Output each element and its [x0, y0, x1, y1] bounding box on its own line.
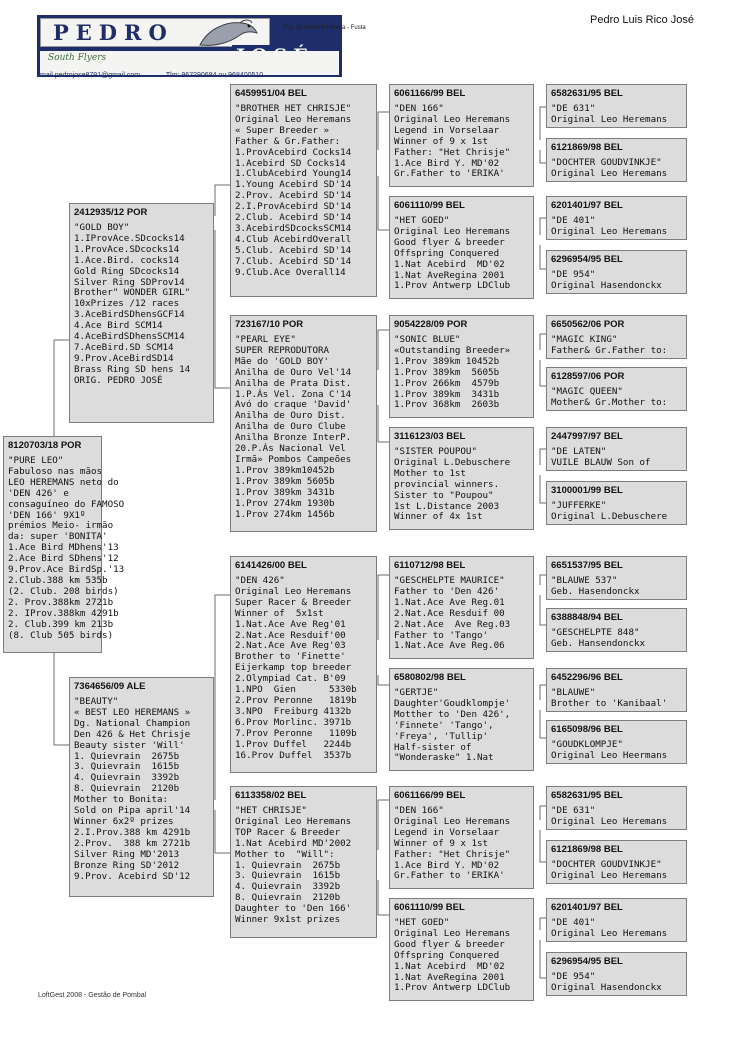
- pedigree-note-line: Super Racer & Breeder: [235, 596, 352, 608]
- pedigree-note-line: Winner of 5x1st: [235, 607, 324, 619]
- pedigree-note-line: 'DEN 426' e: [8, 487, 69, 499]
- pedigree-note-line: 20.P.Ás Nacional Vel: [235, 443, 346, 455]
- pedigree-note-line: Original L.Debuschere: [394, 456, 511, 468]
- pigeon-name: "DE 954": [551, 971, 596, 982]
- pedigree-note-line: 3. Quievrain 1615b: [74, 761, 180, 773]
- pedigree-note-line: 1.Ace.Bird. cocks14: [74, 254, 180, 266]
- pedigree-note-line: Original Leo Heremans: [394, 113, 511, 125]
- ancestor-box: [546, 196, 687, 240]
- ancestor-box: [546, 250, 687, 294]
- pedigree-note-line: 1.P.Ás Vel. Zona C'14: [235, 388, 352, 400]
- pedigree-note-line: Silver Ring MD'2013: [74, 848, 180, 860]
- pedigree-note-line: Den 426 & Het Chrisje: [74, 728, 191, 740]
- logo-phone: Tlm: 967290684 ou 968400510: [165, 72, 264, 79]
- pedigree-note-line: Beauty sister 'Will': [74, 739, 185, 751]
- ring-number: 6582631/95 BEL: [551, 790, 623, 801]
- ring-number: 6201401/97 BEL: [551, 902, 623, 913]
- pedigree-note-line: 1.ProvAcebird Cocks14: [235, 146, 352, 158]
- pedigree-note-line: 2.Club. Acebird SD'14: [235, 212, 352, 224]
- pedigree-note-line: 4.Club AcebirdOverall: [235, 233, 352, 245]
- ancestor-box: [546, 952, 687, 996]
- pedigree-note-line: 7.Prov Peronne 1109b: [235, 727, 357, 739]
- pedigree-note-line: Original Leo Heremans: [551, 869, 668, 881]
- pigeon-name: "DOCHTER GOUDVINKJE": [551, 157, 662, 168]
- pedigree-note-line: Mother& Gr.Mother to:: [551, 396, 668, 408]
- ring-number: 6582631/95 BEL: [551, 88, 623, 99]
- ring-number: 6061166/99 BEL: [394, 88, 466, 99]
- pedigree-note-line: « BEST LEO HEREMANS »: [74, 706, 191, 718]
- logo-address: Rua da Ponte Pequena - Fusta: [283, 25, 366, 31]
- pedigree-note-line: 1.Prov 389km 3431b: [235, 486, 335, 498]
- pedigree-note-line: Geb. Hasendonckx: [551, 585, 640, 597]
- pedigree-note-line: Avó do craque 'David': [235, 399, 352, 411]
- pedigree-note-line: Daughter'Goudklompje': [394, 697, 511, 709]
- pedigree-note-line: 2.Nat.Ace Resduif 00: [394, 607, 505, 619]
- pigeon-name: "MAGIC KING": [551, 334, 618, 345]
- pedigree-note-line: 2. Prov.388km 2721b: [8, 596, 114, 608]
- pedigree-note-line: «Outstanding Breeder»: [394, 344, 511, 356]
- pedigree-note-line: 8. Quievrain 2120b: [74, 783, 180, 795]
- pedigree-note-line: Original Leo Heremans: [235, 585, 352, 597]
- dam-dam-box: [230, 786, 377, 938]
- pedigree-note-line: 1.Prov 389km 3431b: [394, 388, 500, 400]
- ring-number: 2412935/12 POR: [74, 207, 148, 218]
- pedigree-note-line: Anilha de Ouro Dist.: [235, 410, 346, 422]
- pedigree-note-line: 2.Nat.Ace Ave Reg.03: [394, 618, 511, 630]
- ring-number: 6121869/98 BEL: [551, 142, 623, 153]
- pedigree-note-line: VUILE BLAUW Son of: [551, 456, 651, 468]
- pedigree-note-line: Anilha de Prata Dist.: [235, 377, 352, 389]
- pedigree-note-line: (8. Club 505 birds): [8, 629, 114, 641]
- ring-number: 6113358/02 BEL: [235, 790, 307, 801]
- sire-dam-box: [230, 315, 377, 532]
- pedigree-note-line: 1.Ace Bird Y. MD'02: [394, 157, 500, 169]
- ancestor-box: [546, 840, 687, 884]
- ancestor-box: [389, 196, 534, 299]
- pedigree-note-line: Sold on Pipa april'14: [74, 805, 191, 817]
- pedigree-note-line: 1.Ace Bird MDhens'13: [8, 542, 119, 554]
- pedigree-note-line: Mother to 1st: [394, 467, 466, 479]
- ancestor-box: [389, 786, 534, 889]
- ancestor-box: [546, 315, 687, 359]
- pigeon-name: "HET GOED": [394, 215, 450, 226]
- pedigree-note-line: 2.Nat.Ace Resduif'00: [235, 629, 346, 641]
- pedigree-note-line: 2.I.ProvAcebird SD'14: [235, 201, 352, 213]
- pedigree-note-line: Father& Gr.Father to:: [551, 344, 668, 356]
- pedigree-note-line: Brother to 'Kanibaal': [551, 697, 668, 709]
- pedigree-note-line: Winner 6x2º prizes: [74, 815, 174, 827]
- pigeon-name: "MAGIC QUEEN": [551, 386, 623, 397]
- pedigree-note-line: Father: "Het Chrisje": [394, 848, 511, 860]
- pedigree-note-line: 2.Club.388 km 535b: [8, 574, 108, 586]
- pedigree-note-line: 9.Prov.Ace BirdSp.'13: [8, 564, 125, 576]
- pedigree-note-line: Winner of 4x 1st: [394, 511, 483, 523]
- pigeon-name: "GOUDKLOMPJE": [551, 739, 623, 750]
- pigeon-name: "DE 954": [551, 269, 596, 280]
- ring-number: 6165098/96 BEL: [551, 724, 623, 735]
- pedigree-note-line: 1.ProvAce.SDcocks14: [74, 243, 180, 255]
- pedigree-note-line: « Super Breeder »: [235, 124, 330, 136]
- pigeon-name: "BROTHER HET CHRISJE": [235, 103, 352, 114]
- pedigree-note-line: Geb. Hansendonckx: [551, 637, 646, 649]
- logo-word-pedro: PEDRO: [53, 20, 174, 45]
- pedigree-note-line: Anilha Bronze InterP.: [235, 432, 352, 444]
- pedigree-note-line: Original Leo Heremans: [235, 815, 352, 827]
- ancestor-box: [546, 367, 687, 411]
- pigeon-name: "PURE LEO": [8, 455, 64, 466]
- pedigree-note-line: 1.Prov 389km 5605b: [235, 475, 335, 487]
- pedigree-note-line: Dg. National Champion: [74, 717, 191, 729]
- pedigree-note-line: 1.Prov 389km 5605b: [394, 366, 500, 378]
- pedigree-note-line: 1.Prov Antwerp LDClub: [394, 982, 511, 994]
- pedigree-note-line: 2.Nat.Ace Ave Reg'03: [235, 640, 346, 652]
- ring-number: 6296954/95 BEL: [551, 956, 623, 967]
- ring-number: 6296954/95 BEL: [551, 254, 623, 265]
- pedigree-note-line: 8. Quievrain 2120b: [235, 892, 341, 904]
- pigeon-name: "SISTER POUPOU": [394, 446, 477, 457]
- pedigree-note-line: 2.Ace Bird SDhens'12: [8, 553, 119, 565]
- dam-sire-box: [230, 556, 377, 773]
- ancestor-box: [546, 668, 687, 712]
- ring-number: 6141426/00 BEL: [235, 560, 307, 571]
- ring-number: 6388848/94 BEL: [551, 612, 623, 623]
- pedigree-note-line: 1.Nat Acebird MD'02: [394, 960, 505, 972]
- ring-number: 7364656/09 ALE: [74, 681, 146, 692]
- pigeon-name: "DEN 166": [394, 805, 444, 816]
- pigeon-name: "HET GOED": [394, 917, 450, 928]
- pedigree-note-line: Anilha de Ouro Clube: [235, 421, 346, 433]
- pedigree-note-line: 1st L.Distance 2003: [394, 500, 500, 512]
- pigeon-name: "DE 631": [551, 805, 596, 816]
- pigeon-name: "DEN 426": [235, 575, 285, 586]
- pedigree-note-line: Original Hasendonckx: [551, 981, 662, 993]
- pigeon-name: "SONIC BLUE": [394, 334, 461, 345]
- logo-tagline: South Flyers: [48, 53, 107, 63]
- pedigree-note-line: 1.Young Acebird SD'14: [235, 179, 352, 191]
- pedigree-note-line: Original Leo Heremans: [394, 225, 511, 237]
- pedigree-note-line: Original Leo Heremans: [551, 113, 668, 125]
- ring-number: 723167/10 POR: [235, 319, 304, 330]
- pedigree-note-line: 2.I.Prov.388 km 4291b: [74, 826, 191, 838]
- ring-number: 6201401/97 BEL: [551, 200, 623, 211]
- pedigree-note-line: 3.AceBirdSDhensGCF14: [74, 309, 185, 321]
- pedigree-note-line: 1.Nat AveRegina 2001: [394, 269, 505, 281]
- ring-number: 6121869/98 BEL: [551, 844, 623, 855]
- owner-name: Pedro Luis Rico José: [590, 14, 694, 26]
- pedigree-note-line: 5.Club. Acebird SD'14: [235, 244, 352, 256]
- pigeon-name: "BLAUWE 537": [551, 575, 618, 586]
- logo-email: mail.pedrojose8791@gmail.com: [40, 72, 141, 79]
- ring-number: 2447997/97 BEL: [551, 431, 623, 442]
- ancestor-box: [546, 427, 687, 471]
- ancestor-box: [546, 608, 687, 652]
- pedigree-note-line: Winner of 9 x 1st: [394, 135, 489, 147]
- pedigree-note-line: Eijerkamp top breeder: [235, 662, 352, 674]
- ancestor-box: [546, 138, 687, 182]
- pedigree-note-line: 3.AcebirdSDcocksSCM14: [235, 222, 352, 234]
- pigeon-name: "DE 631": [551, 103, 596, 114]
- pigeon-name: "DEN 166": [394, 103, 444, 114]
- pedigree-note-line: Motther to 'Den 426',: [394, 708, 511, 720]
- pedigree-note-line: Original Hasendonckx: [551, 279, 662, 291]
- pedigree-note-line: 2.Prov. 388 km 2721b: [74, 837, 191, 849]
- pedigree-note-line: 'Freya', 'Tullip': [394, 730, 489, 742]
- pedigree-note-line: provincial winners.: [394, 478, 500, 490]
- pedigree-note-line: Winner of 9 x 1st: [394, 837, 489, 849]
- pedigree-note-line: Original Leo Heermans: [551, 749, 668, 761]
- pedigree-note-line: 1.Prov Duffel 2244b: [235, 738, 352, 750]
- pedigree-note-line: 4. Quievrain 3392b: [74, 772, 180, 784]
- pedigree-note-line: Father to 'Tango': [394, 629, 489, 641]
- ancestor-box: [389, 84, 534, 187]
- pedigree-note-line: consaguíneo do FAMOSO: [8, 498, 125, 510]
- ring-number: 3100001/99 BEL: [551, 485, 623, 496]
- pedigree-note-line: Original Leo Heremans: [394, 815, 511, 827]
- pedigree-note-line: SUPER REPRODUTORA: [235, 344, 330, 356]
- pedigree-note-line: Good flyer & breeder: [394, 938, 505, 950]
- pedigree-note-line: 3.NPO Freiburg 4132b: [235, 705, 352, 717]
- ring-number: 6459951/04 BEL: [235, 88, 307, 99]
- pedigree-note-line: Offspring Conquered: [394, 949, 500, 961]
- ring-number: 6651537/95 BEL: [551, 560, 623, 571]
- ring-number: 6580802/98 BEL: [394, 672, 466, 683]
- ring-number: 3116123/03 BEL: [394, 431, 466, 442]
- pedigree-note-line: Brother to 'Finette': [235, 651, 346, 663]
- pedigree-note-line: 2.Prov. Acebird SD'14: [235, 190, 352, 202]
- ancestor-box: [546, 898, 687, 942]
- pedigree-note-line: 1.Nat Acebird MD'2002: [235, 837, 352, 849]
- pigeon-name: "BEAUTY": [74, 696, 119, 707]
- ring-number: 6061110/99 BEL: [394, 200, 465, 211]
- pedigree-note-line: Brother" WONDER GIRL": [74, 287, 191, 299]
- ring-number: 6128597/06 POR: [551, 371, 625, 382]
- pedigree-note-line: 2.Olympiad Cat. B'09: [235, 673, 346, 685]
- pedigree-note-line: 2. IProv.388km 4291b: [8, 607, 119, 619]
- subject-pigeon-box: [3, 436, 125, 653]
- pedigree-note-line: Winner 9x1st prizes: [235, 914, 341, 926]
- pedigree-note-line: 9.Prov.AceBirdSD14: [74, 352, 174, 364]
- pedigree-note-line: 1.Prov 389km 10452b: [394, 355, 500, 367]
- pedigree-note-line: LEO HEREMANS neto do: [8, 476, 119, 488]
- pedigree-note-line: 1.Nat.Ace Ave Reg.06: [394, 640, 505, 652]
- pigeon-name: "JUFFERKE": [551, 500, 607, 511]
- pedigree-note-line: 1. Quievrain 2675b: [235, 859, 341, 871]
- pedigree-note-line: Father & Gr.Father:: [235, 135, 341, 147]
- pedigree-note-line: (2. Club. 208 birds): [8, 585, 119, 597]
- ring-number: 6061166/99 BEL: [394, 790, 466, 801]
- pedigree-note-line: 16.Prov Duffel 3537b: [235, 749, 352, 761]
- ring-number: 8120703/18 POR: [8, 440, 82, 451]
- dam-box: [69, 677, 214, 897]
- pedigree-note-line: Sister to "Poupou": [394, 489, 494, 501]
- ancestor-box: [389, 668, 534, 771]
- ancestor-box: [389, 315, 534, 418]
- pedigree-note-line: Original Leo Heremans: [551, 815, 668, 827]
- pedigree-note-line: Original Leo Heremans: [394, 927, 511, 939]
- pedigree-note-line: Original Leo Heremans: [551, 167, 668, 179]
- pedigree-note-line: 7.AceBird.SD SCM14: [74, 341, 174, 353]
- pedigree-note-line: 7.Club. Acebird SD'14: [235, 255, 352, 267]
- pedigree-note-line: Half-sister of: [394, 741, 472, 753]
- pedigree-note-line: 4. Quievrain 3392b: [235, 881, 341, 893]
- pedigree-note-line: 1. Quievrain 2675b: [74, 750, 180, 762]
- pedigree-note-line: Gr.Father to 'ERIKA': [394, 870, 505, 882]
- pedigree-note-line: 3. Quievrain 1615b: [235, 870, 341, 882]
- pedigree-note-line: 4.Ace Bird SCM14: [74, 320, 163, 332]
- pedigree-note-line: Father to 'Den 426': [394, 585, 500, 597]
- footer-note: LoftGest 2008 - Gestão de Pombal: [38, 992, 147, 999]
- pedigree-note-line: 1.ClubAcebird Young14: [235, 168, 352, 180]
- pedigree-note-line: 9.Prov. Acebird SD'12: [74, 870, 191, 882]
- pedigree-note-line: 1.Prov 368km 2603b: [394, 399, 500, 411]
- pedigree-note-line: Original L.Debuschere: [551, 510, 668, 522]
- pedigree-note-line: TOP Racer & Breeder: [235, 826, 341, 838]
- pigeon-name: "DE 401": [551, 917, 596, 928]
- pigeon-name: "DE 401": [551, 215, 596, 226]
- pigeon-name: "DE LATEN": [551, 446, 607, 457]
- sire-box: [69, 203, 214, 423]
- pedigree-note-line: 'Finnete' 'Tango',: [394, 719, 494, 731]
- pedigree-note-line: "Wonderaske" 1.Nat: [394, 752, 494, 764]
- pigeon-name: "GESCHELPTE MAURICE": [394, 575, 505, 586]
- ancestor-box: [546, 786, 687, 830]
- pedigree-note-line: 1.Prov 274km 1456b: [235, 508, 335, 520]
- ancestor-box: [389, 427, 534, 530]
- pedigree-note-line: Gr.Father to 'ERIKA': [394, 168, 505, 180]
- ancestor-box: [389, 556, 534, 659]
- pedigree-note-line: 1.Nat.Ace Ave Reg'01: [235, 618, 346, 630]
- pedigree-note-line: 1.Acebird SD Cocks14: [235, 157, 346, 169]
- pedigree-note-line: 1.Prov Antwerp LDClub: [394, 280, 511, 292]
- pedigree-note-line: 2.Prov Peronne 1819b: [235, 694, 357, 706]
- pedigree-note-line: Mother to Bonita:: [74, 794, 169, 806]
- pedigree-note-line: 1.Ace Bird Y. MD'02: [394, 859, 500, 871]
- pedigree-note-line: Legend in Vorselaar: [394, 826, 500, 838]
- pigeon-name: "PEARL EYE": [235, 334, 296, 345]
- pedigree-note-line: 1.Nat AveRegina 2001: [394, 971, 505, 983]
- pedigree-note-line: Legend in Vorselaar: [394, 124, 500, 136]
- ancestor-box: [546, 556, 687, 600]
- pedigree-note-line: Anilha de Ouro Vel'14: [235, 366, 352, 378]
- pedigree-note-line: Original Leo Heremans: [551, 225, 668, 237]
- ancestor-box: [546, 481, 687, 525]
- pigeon-name: "HET CHRISJE": [235, 805, 307, 816]
- pedigree-note-line: Irmã» Pombos Campeões: [235, 453, 352, 465]
- pedigree-note-line: 4.AceBirdSDhensSCM14: [74, 331, 185, 343]
- pedigree-note-line: Mãe do 'GOLD BOY': [235, 355, 330, 367]
- pedigree-note-line: Fabuloso nas mãos: [8, 465, 103, 477]
- pedigree-note-line: 1.NPO Gien 5330b: [235, 684, 357, 696]
- ancestor-box: [389, 898, 534, 1001]
- pedigree-note-line: Daughter to 'Den 166': [235, 903, 352, 915]
- pedigree-note-line: Original Leo Heremans: [551, 927, 668, 939]
- pedigree-note-line: 1.Prov 389km10452b: [235, 464, 335, 476]
- ancestor-box: [546, 720, 687, 764]
- pigeon-name: "GESCHELPTE 848": [551, 627, 640, 638]
- pedigree-note-line: 'DEN 166' 9X1º: [8, 509, 86, 521]
- pedigree-note-line: 1.Prov 274km 1930b: [235, 497, 335, 509]
- pedigree-note-line: 6.Prov Morlinc. 3971b: [235, 716, 352, 728]
- pedigree-note-line: Offspring Conquered: [394, 247, 500, 259]
- pedigree-note-line: ORIG. PEDRO JOSÉ: [74, 374, 163, 386]
- ring-number: 6650562/06 POR: [551, 319, 625, 330]
- pigeon-name: "GERTJE": [394, 687, 439, 698]
- pigeon-name: "BLAUWE": [551, 687, 596, 698]
- pedigree-note-line: Father: "Het Chrisje": [394, 146, 511, 158]
- ring-number: 9054228/09 POR: [394, 319, 468, 330]
- pedigree-note-line: Brass Ring SD hens 14: [74, 363, 191, 375]
- pedigree-note-line: Mother to "Will":: [235, 848, 335, 860]
- ring-number: 6110712/98 BEL: [394, 560, 466, 571]
- pedigree-note-line: prémios Meio- irmão: [8, 520, 114, 532]
- ring-number: 6452296/96 BEL: [551, 672, 623, 683]
- ancestor-box: [546, 84, 687, 128]
- pedigree-note-line: 1.Prov 266km 4579b: [394, 377, 500, 389]
- pigeon-name: "DOCHTER GOUDVINKJE": [551, 859, 662, 870]
- pedigree-note-line: Good flyer & breeder: [394, 236, 505, 248]
- pedigree-note-line: 2. Club.399 km 213b: [8, 618, 114, 630]
- pedigree-note-line: Silver Ring SDProv14: [74, 276, 185, 288]
- pedigree-note-line: Bronze Ring SD'2012: [74, 859, 180, 871]
- pedigree-note-line: 10xPrizes /12 races: [74, 298, 180, 310]
- ring-number: 6061110/99 BEL: [394, 902, 465, 913]
- pedigree-note-line: 1.Nat.Ace Ave Reg.01: [394, 596, 505, 608]
- pedigree-note-line: Gold Ring SDcocks14: [74, 265, 180, 277]
- pedigree-note-line: 9.Club.Ace Overall14: [235, 266, 346, 278]
- pedigree-note-line: 1.IProvAce.SDcocks14: [74, 232, 185, 244]
- sire-sire-box: [230, 84, 377, 297]
- pedigree-note-line: da: super 'BONITA': [8, 531, 108, 543]
- pedigree-note-line: 1.Nat Acebird MD'02: [394, 258, 505, 270]
- pedigree-note-line: Original Leo Heremans: [235, 113, 352, 125]
- pigeon-name: "GOLD BOY": [74, 222, 130, 233]
